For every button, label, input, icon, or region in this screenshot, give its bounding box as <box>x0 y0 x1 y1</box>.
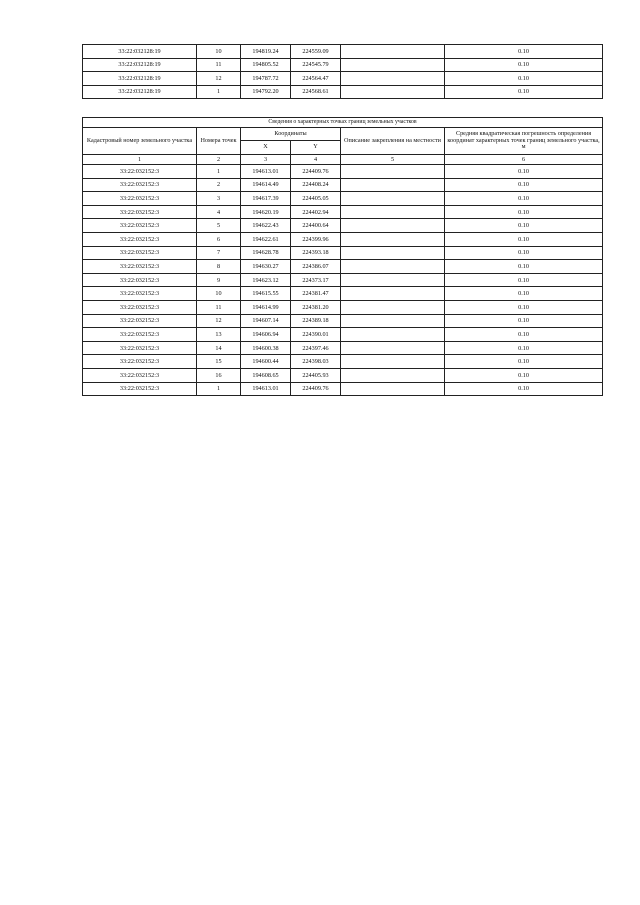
point-number-cell: 12 <box>197 72 241 86</box>
description-cell <box>341 165 445 179</box>
y-coordinate-cell: 224386.07 <box>291 260 341 274</box>
description-cell <box>341 192 445 206</box>
cadastral-number-cell: 33:22:032152:3 <box>83 246 197 260</box>
cadastral-number-cell: 33:22:032128:19 <box>83 58 197 72</box>
table-row <box>83 328 603 342</box>
y-coordinate-cell: 224408.24 <box>291 178 341 192</box>
x-coordinate-cell: 194608.65 <box>241 368 291 382</box>
error-cell: 0.10 <box>445 273 603 287</box>
point-number-cell: 3 <box>197 192 241 206</box>
column-number: 4 <box>291 155 341 165</box>
cadastral-number-cell: 33:22:032152:3 <box>83 382 197 396</box>
table-row <box>83 85 603 99</box>
table-row <box>83 178 603 192</box>
cadastral-number-cell: 33:22:032152:3 <box>83 219 197 233</box>
table-row <box>83 72 603 86</box>
description-cell <box>341 328 445 342</box>
y-coordinate-cell: 224564.47 <box>291 72 341 86</box>
y-coordinate-cell: 224559.09 <box>291 45 341 59</box>
header-description: Описание закрепления на местности <box>341 128 445 155</box>
cadastral-number-cell: 33:22:032152:3 <box>83 232 197 246</box>
table-caption: Сведения о характерных точках границ земельных участков <box>83 118 603 128</box>
x-coordinate-cell: 194606.94 <box>241 328 291 342</box>
error-cell: 0.10 <box>445 287 603 301</box>
header-cadastral-number: Кадастровый номер земельного участка <box>83 128 197 155</box>
point-number-cell: 4 <box>197 205 241 219</box>
point-number-cell: 2 <box>197 178 241 192</box>
cadastral-number-cell: 33:22:032152:3 <box>83 328 197 342</box>
error-cell: 0.10 <box>445 314 603 328</box>
header-x: X <box>241 141 291 155</box>
point-number-cell: 5 <box>197 219 241 233</box>
description-cell <box>341 219 445 233</box>
table-row <box>83 219 603 233</box>
description-cell <box>341 341 445 355</box>
y-coordinate-cell: 224389.18 <box>291 314 341 328</box>
error-cell: 0.10 <box>445 382 603 396</box>
error-cell: 0.10 <box>445 232 603 246</box>
cadastral-number-cell: 33:22:032128:19 <box>83 85 197 99</box>
y-coordinate-cell: 224402.94 <box>291 205 341 219</box>
cadastral-number-cell: 33:22:032152:3 <box>83 355 197 369</box>
cadastral-number-cell: 33:22:032152:3 <box>83 300 197 314</box>
table-row <box>83 165 603 179</box>
cadastral-number-cell: 33:22:032152:3 <box>83 314 197 328</box>
y-coordinate-cell: 224409.76 <box>291 382 341 396</box>
header-point-number: Номера точек <box>197 128 241 155</box>
y-coordinate-cell: 224405.05 <box>291 192 341 206</box>
y-coordinate-cell: 224568.61 <box>291 85 341 99</box>
description-cell <box>341 246 445 260</box>
x-coordinate-cell: 194617.39 <box>241 192 291 206</box>
error-cell: 0.10 <box>445 192 603 206</box>
x-coordinate-cell: 194787.72 <box>241 72 291 86</box>
table-row <box>83 355 603 369</box>
error-cell: 0.10 <box>445 45 603 59</box>
point-number-cell: 9 <box>197 273 241 287</box>
column-number: 3 <box>241 155 291 165</box>
error-cell: 0.10 <box>445 58 603 72</box>
table-row <box>83 260 603 274</box>
point-number-cell: 1 <box>197 382 241 396</box>
table-row <box>83 246 603 260</box>
description-cell <box>341 178 445 192</box>
description-cell <box>341 205 445 219</box>
y-coordinate-cell: 224409.76 <box>291 165 341 179</box>
column-number: 5 <box>341 155 445 165</box>
header-y: Y <box>291 141 341 155</box>
x-coordinate-cell: 194620.19 <box>241 205 291 219</box>
table-row <box>83 45 603 59</box>
description-cell <box>341 72 445 86</box>
header-mean-square-error: Средняя квадратическая погрешность определения координат характерных точек границ земельного участка, м <box>445 128 603 155</box>
column-number: 6 <box>445 155 603 165</box>
point-number-cell: 13 <box>197 328 241 342</box>
table-row <box>83 192 603 206</box>
cadastral-number-cell: 33:22:032152:3 <box>83 205 197 219</box>
table-row <box>83 232 603 246</box>
point-number-cell: 14 <box>197 341 241 355</box>
cadastral-number-cell: 33:22:032152:3 <box>83 165 197 179</box>
y-coordinate-cell: 224373.17 <box>291 273 341 287</box>
table-row <box>83 341 603 355</box>
description-cell <box>341 355 445 369</box>
cadastral-number-cell: 33:22:032128:19 <box>83 72 197 86</box>
cadastral-number-cell: 33:22:032152:3 <box>83 192 197 206</box>
error-cell: 0.10 <box>445 260 603 274</box>
x-coordinate-cell: 194630.27 <box>241 260 291 274</box>
description-cell <box>341 300 445 314</box>
point-number-cell: 10 <box>197 45 241 59</box>
table-row <box>83 58 603 72</box>
column-number-row <box>83 155 603 165</box>
error-cell: 0.10 <box>445 72 603 86</box>
error-cell: 0.10 <box>445 178 603 192</box>
description-cell <box>341 232 445 246</box>
y-coordinate-cell: 224390.01 <box>291 328 341 342</box>
x-coordinate-cell: 194600.38 <box>241 341 291 355</box>
x-coordinate-cell: 194607.14 <box>241 314 291 328</box>
boundary-points-table <box>82 117 603 396</box>
table-row <box>83 368 603 382</box>
error-cell: 0.10 <box>445 246 603 260</box>
y-coordinate-cell: 224405.93 <box>291 368 341 382</box>
x-coordinate-cell: 194600.44 <box>241 355 291 369</box>
description-cell <box>341 58 445 72</box>
cadastral-number-cell: 33:22:032152:3 <box>83 273 197 287</box>
y-coordinate-cell: 224381.20 <box>291 300 341 314</box>
description-cell <box>341 85 445 99</box>
y-coordinate-cell: 224545.79 <box>291 58 341 72</box>
error-cell: 0.10 <box>445 368 603 382</box>
y-coordinate-cell: 224400.64 <box>291 219 341 233</box>
cadastral-number-cell: 33:22:032152:3 <box>83 287 197 301</box>
table-row <box>83 273 603 287</box>
table-row <box>83 300 603 314</box>
description-cell <box>341 314 445 328</box>
y-coordinate-cell: 224398.03 <box>291 355 341 369</box>
description-cell <box>341 45 445 59</box>
table-row <box>83 382 603 396</box>
cadastral-number-cell: 33:22:032152:3 <box>83 260 197 274</box>
point-number-cell: 6 <box>197 232 241 246</box>
point-number-cell: 12 <box>197 314 241 328</box>
description-cell <box>341 273 445 287</box>
table-row <box>83 314 603 328</box>
x-coordinate-cell: 194613.01 <box>241 165 291 179</box>
cadastral-number-cell: 33:22:032152:3 <box>83 368 197 382</box>
point-number-cell: 1 <box>197 165 241 179</box>
error-cell: 0.10 <box>445 85 603 99</box>
y-coordinate-cell: 224393.18 <box>291 246 341 260</box>
y-coordinate-cell: 224381.47 <box>291 287 341 301</box>
description-cell <box>341 368 445 382</box>
header-coordinates: Координаты <box>241 128 341 141</box>
x-coordinate-cell: 194622.43 <box>241 219 291 233</box>
error-cell: 0.10 <box>445 205 603 219</box>
cadastral-number-cell: 33:22:032128:19 <box>83 45 197 59</box>
description-cell <box>341 260 445 274</box>
error-cell: 0.10 <box>445 341 603 355</box>
error-cell: 0.10 <box>445 328 603 342</box>
x-coordinate-cell: 194614.49 <box>241 178 291 192</box>
table-row <box>83 205 603 219</box>
x-coordinate-cell: 194819.24 <box>241 45 291 59</box>
error-cell: 0.10 <box>445 219 603 233</box>
main-table-body <box>83 165 603 396</box>
x-coordinate-cell: 194792.20 <box>241 85 291 99</box>
column-number: 1 <box>83 155 197 165</box>
x-coordinate-cell: 194622.61 <box>241 232 291 246</box>
cadastral-number-cell: 33:22:032152:3 <box>83 178 197 192</box>
point-number-cell: 10 <box>197 287 241 301</box>
cadastral-number-cell: 33:22:032152:3 <box>83 341 197 355</box>
x-coordinate-cell: 194614.99 <box>241 300 291 314</box>
x-coordinate-cell: 194628.78 <box>241 246 291 260</box>
point-number-cell: 7 <box>197 246 241 260</box>
error-cell: 0.10 <box>445 300 603 314</box>
description-cell <box>341 287 445 301</box>
x-coordinate-cell: 194623.12 <box>241 273 291 287</box>
description-cell <box>341 382 445 396</box>
x-coordinate-cell: 194613.01 <box>241 382 291 396</box>
boundary-points-table-continued <box>82 44 603 99</box>
top-table-body <box>83 45 603 99</box>
error-cell: 0.10 <box>445 355 603 369</box>
point-number-cell: 1 <box>197 85 241 99</box>
point-number-cell: 16 <box>197 368 241 382</box>
point-number-cell: 11 <box>197 58 241 72</box>
y-coordinate-cell: 224397.46 <box>291 341 341 355</box>
error-cell: 0.10 <box>445 165 603 179</box>
x-coordinate-cell: 194615.55 <box>241 287 291 301</box>
table-row <box>83 287 603 301</box>
y-coordinate-cell: 224399.96 <box>291 232 341 246</box>
column-number: 2 <box>197 155 241 165</box>
x-coordinate-cell: 194805.52 <box>241 58 291 72</box>
point-number-cell: 15 <box>197 355 241 369</box>
point-number-cell: 11 <box>197 300 241 314</box>
point-number-cell: 8 <box>197 260 241 274</box>
